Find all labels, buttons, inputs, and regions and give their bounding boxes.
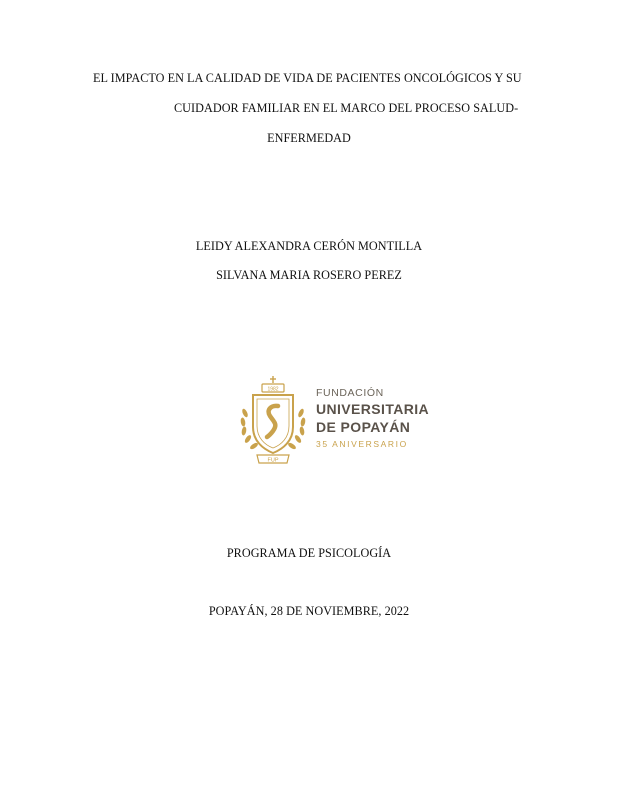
place-date-line: POPAYÁN, 28 DE NOVIEMBRE, 2022 xyxy=(208,604,410,618)
title-line-1: EL IMPACTO EN LA CALIDAD DE VIDA DE PACIENTES ONCOLÓGICOS Y SU xyxy=(93,71,522,85)
seal-bottom-text: FUP xyxy=(267,457,279,464)
title-line-2: CUIDADOR FAMILIAR EN EL MARCO DEL PROCESO SALUD- xyxy=(174,101,519,115)
university-seal-icon xyxy=(237,375,309,470)
logo-wordmark xyxy=(316,387,429,451)
logo-line-de-popayan: DE POPAYÁN xyxy=(316,419,411,435)
logo-line-universitaria: UNIVERSITARIA xyxy=(316,401,430,417)
author-name-2: SILVANA MARIA ROSERO PEREZ xyxy=(216,268,402,282)
logo-line-aniversario: 35 ANIVERSARIO xyxy=(316,439,408,449)
author-name-1: LEIDY ALEXANDRA CERÓN MONTILLA xyxy=(195,239,423,253)
logo-line-fundacion: FUNDACIÓN xyxy=(316,387,384,399)
seal-top-text: 1982 xyxy=(267,386,279,393)
university-logo xyxy=(237,375,430,470)
program-name: PROGRAMA DE PSICOLOGÍA xyxy=(226,546,392,560)
title-line-3: ENFERMEDAD xyxy=(267,131,351,145)
